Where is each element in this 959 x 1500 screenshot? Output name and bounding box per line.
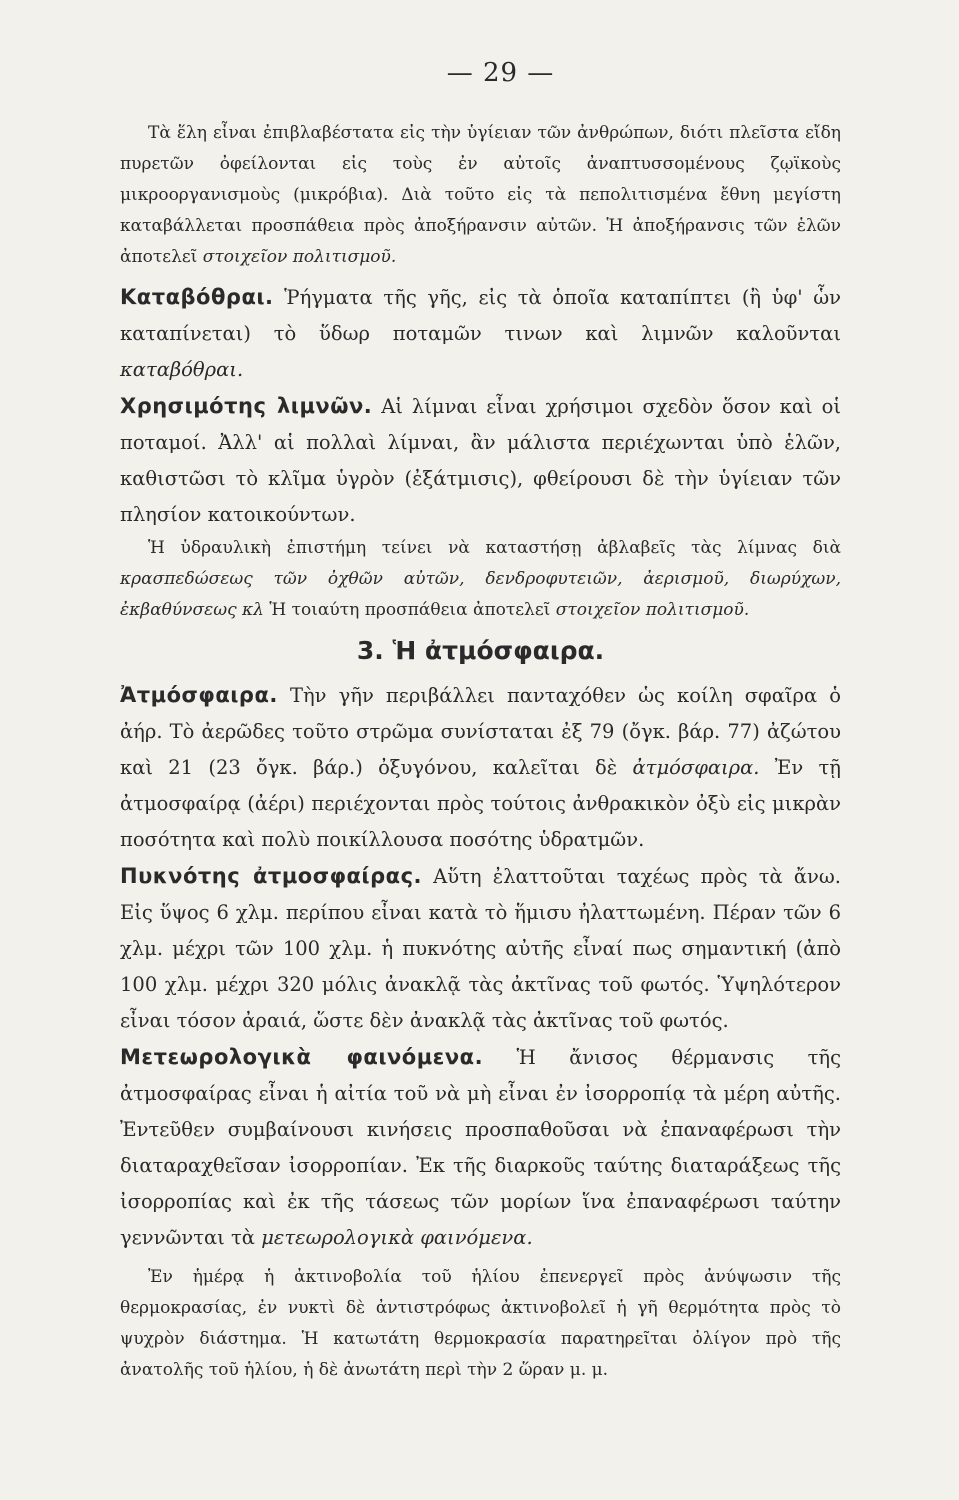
meteorological-italic: μετεωρολογικὰ φαινόμενα. xyxy=(261,1226,533,1249)
density-text: Αὕτη ἐλαττοῦται ταχέως πρὸς τὰ ἄνω. Εἰς ὕψος 6 χλμ. περίπου εἶναι κατὰ τὸ ἥμισυ ἠλαττωμένη. Πέραν τῶν 6 χλμ. μέχρι τῶν 100 χλμ. ἡ πυκνότης αὐτῆς εἶναί πως σημαντική (ἀπὸ 100 χλμ. μέχρι 320 μόλις ἀνακλᾷ τὰς ἀκτῖνας τοῦ φωτός. Ὑψηλότερον εἶναι τόσον ἀραιά, ὥστε δὲν ἀνακλᾷ τὰς ἀκτῖνας τοῦ φωτός. xyxy=(120,865,841,1032)
katavothrai-italic: καταβόθραι. xyxy=(120,358,244,381)
term-atmosphere: Ἀτμόσφαιρα. xyxy=(120,683,278,707)
meteorological-text: Ἡ ἄνισος θέρμανσις τῆς ἀτμοσφαίρας εἶναι ἡ αἰτία τοῦ νὰ μὴ εἶναι ἐν ἰσορροπίᾳ τὰ μέρη αὐτῆς. Ἐντεῦθεν συμβαίνουσι κινήσεις προσπαθοῦσαι νὰ ἐπαναφέρωσι τὴν διαταραχθεῖσαν ἰσορροπίαν. Ἐκ τῆς διαρκοῦς ταύτης διαταράξεως τῆς ἰσορροπίας καὶ ἐκ τῆς τάσεως τῶν μορίων ἵνα ἐπαναφέρωσι ταύτην γεννῶνται τὰ xyxy=(120,1046,841,1249)
section-title: 3. Ἡ ἀτμόσφαιρα. xyxy=(356,636,605,665)
atmosphere-text-2: Ἐν τῇ ἀτμοσφαίρᾳ (ἀέρι) περιέχονται πρὸς τούτοις ἀνθρακικὸν ὀξὺ εἰς μικρὰν ποσότητα καὶ πολὺ ποικίλλουσα ποσότης ὑδρατμῶν. xyxy=(120,756,841,851)
atmosphere-italic: ἀτμόσφαιρα. xyxy=(632,756,760,779)
atmosphere-text: Τὴν γῆν περιβάλλει πανταχόθεν ὡς κοίλη σφαῖρα ὁ ἀήρ. Τὸ ἀερῶδες τοῦτο στρῶμα συνίσταται ἐξ 79 (ὄγκ. βάρ. 77) ἀζώτου καὶ 21 (23 ὄγκ. βάρ.) ὀξυγόνου, καλεῖται δὲ xyxy=(120,684,841,779)
hydraulics-text: Ἡ ὑδραυλικὴ ἐπιστήμη τείνει νὰ καταστήσῃ ἀβλαβεῖς τὰς λίμνας διὰ xyxy=(148,538,841,558)
hydraulics-italic: κρασπεδώσεως τῶν ὀχθῶν αὐτῶν, δενδροφυτειῶν, ἀερισμοῦ, διωρύχων, ἐκβαθύνσεως κλ xyxy=(120,569,841,620)
term-meteorological: Μετεωρολογικὰ φαινόμενα. xyxy=(120,1045,484,1069)
paragraph-marshes xyxy=(120,118,841,273)
paragraph-atmosphere xyxy=(120,677,841,858)
marshes-text: Τὰ ἕλη εἶναι ἐπιβλαβέστατα εἰς τὴν ὑγίειαν τῶν ἀνθρώπων, διότι πλεῖστα εἴδη πυρετῶν ὀφείλονται εἰς τοὺς ἐν αὐτοῖς ἀναπτυσσομένους ζῳϊκοὺς μικροοργανισμοὺς (μικρόβια). Διὰ τοῦτο εἰς τὰ πεπολιτισμένα ἔθνη μεγίστη καταβάλλεται προσπάθεια πρὸς ἀποξήρανσιν αὐτῶν. Ἡ ἀποξήρανσις τῶν ἑλῶν ἀποτελεῖ xyxy=(120,123,841,267)
hydraulics-italic-2: στοιχεῖον πολιτισμοῦ. xyxy=(555,600,750,620)
paragraph-meteorological xyxy=(120,1039,841,1256)
paragraph-katavothrai xyxy=(120,279,841,388)
page-number: — 29 — xyxy=(446,58,555,88)
paragraph-hydraulics xyxy=(120,533,841,626)
katavothrai-text: Ῥήγματα τῆς γῆς, εἰς τὰ ὁποῖα καταπίπτει (ἢ ὑφ' ὧν καταπίνεται) τὸ ὕδωρ ποταμῶν τινων καὶ λιμνῶν καλοῦνται xyxy=(120,286,841,345)
marshes-italic: στοιχεῖον πολιτισμοῦ. xyxy=(202,247,397,267)
day-night-text: Ἐν ἡμέρᾳ ἡ ἀκτινοβολία τοῦ ἡλίου ἐπενεργεῖ πρὸς ἀνύψωσιν τῆς θερμοκρασίας, ἐν νυκτὶ δὲ ἀντιστρόφως ἀκτινοβολεῖ ἡ γῆ θερμότητα πρὸς τὸ ψυχρὸν διάστημα. Ἡ κατωτάτη θερμοκρασία παρατηρεῖται ὀλίγον πρὸ τῆς ἀνατολῆς τοῦ ἡλίου, ἡ δὲ ἀνωτάτη περὶ τὴν 2 ὥραν μ. μ. xyxy=(120,1267,841,1380)
term-katavothrai: Καταβόθραι. xyxy=(120,285,274,309)
term-lake-usefulness: Χρησιμότης λιμνῶν. xyxy=(120,394,373,418)
lake-usefulness-text: Αἱ λίμναι εἶναι χρήσιμοι σχεδὸν ὅσον καὶ οἱ ποταμοί. Ἀλλ' αἱ πολλαὶ λίμναι, ἂν μάλιστα περιέχωνται ὑπὸ ἑλῶν, καθιστῶσι τὸ κλῖμα ὑγρὸν (ἐξάτμισις), φθείρουσι δὲ τὴν ὑγίειαν τῶν πλησίον κατοικούντων. xyxy=(120,395,841,526)
paragraph-day-night xyxy=(120,1262,841,1386)
term-density: Πυκνότης ἀτμοσφαίρας. xyxy=(120,864,422,888)
paragraph-lake-usefulness xyxy=(120,388,841,533)
paragraph-density xyxy=(120,858,841,1039)
hydraulics-text-2: Ἡ τοιαύτη προσπάθεια ἀποτελεῖ xyxy=(263,600,556,620)
